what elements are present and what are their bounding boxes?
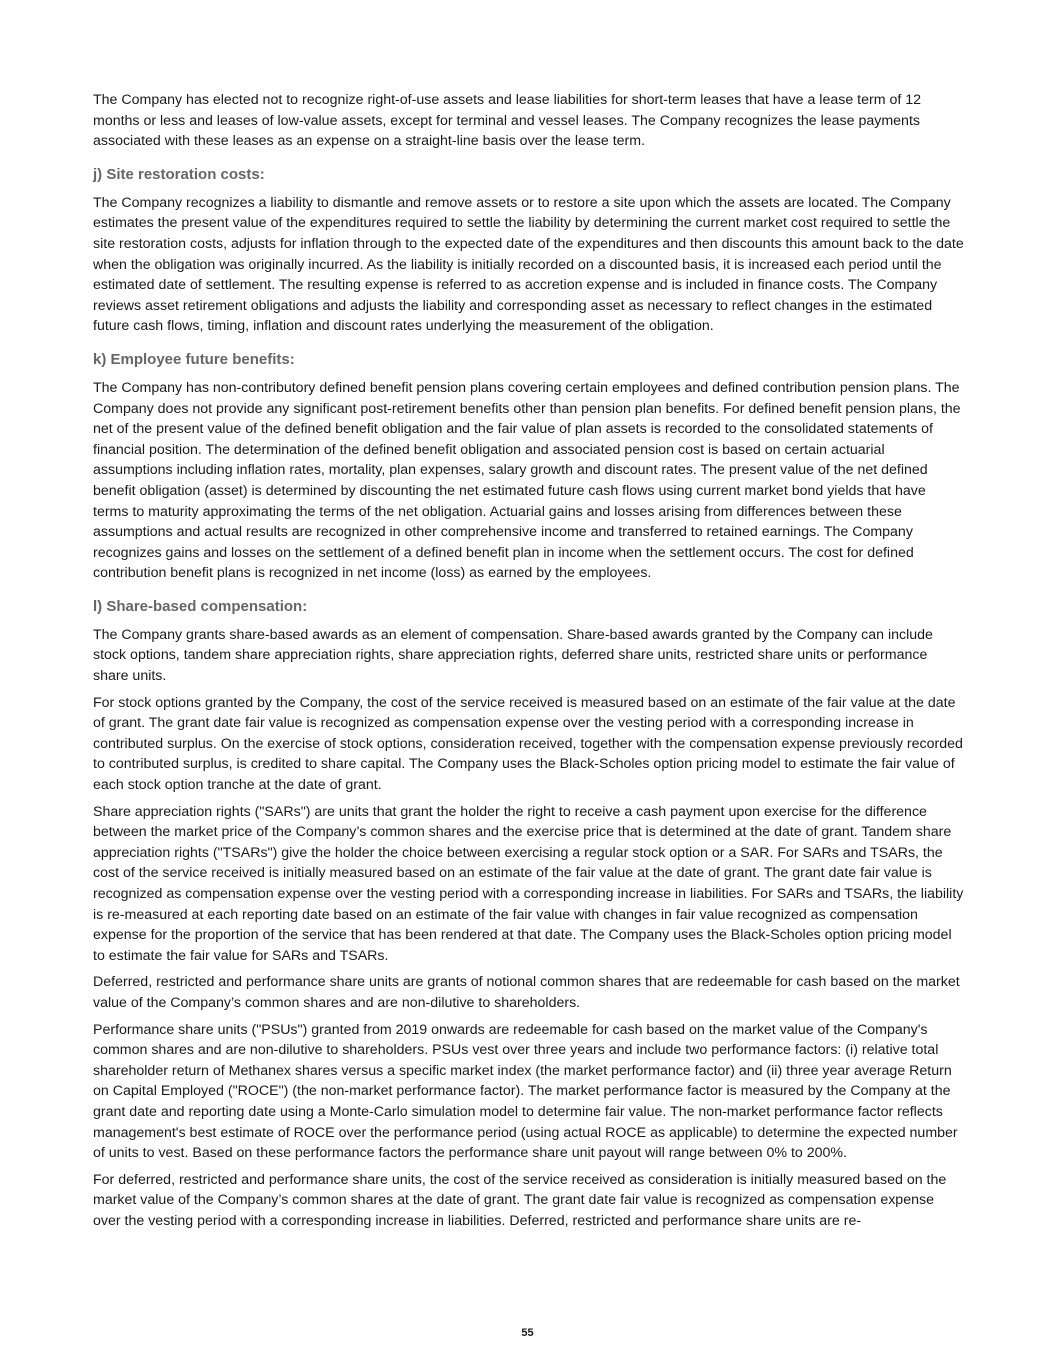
share-based-paragraph: The Company grants share-based awards as an element of compensation. Share-based awards granted by the Company can include stock options, tandem share appreciation rights, share appreciation rights, deferred share units, restricted share units or performance share units. (93, 626, 933, 685)
share-based-paragraph: For deferred, restricted and performance share units, the cost of the service received as consideration is initially measured based on the market value of the Company’s common shares at the date of grant. The grant date fair value is recognized as compensation expense over the vesting period with a corresponding increase in liabilities. Deferred, restricted and performance share units are re- (93, 1171, 947, 1229)
share-based-paragraph: For stock options granted by the Company, the cost of the service received is measured based on an estimate of the fair value at the date of grant. The grant date fair value is recognized as compensation expense over the vesting period with a corresponding increase in contributed surplus. On the exercise of stock options, consideration received, together with the compensation expense previously recorded to contributed surplus, is credited to share capital. The Company uses the Black-Scholes option pricing model to estimate the fair value of each stock option tranche at the date of grant. (93, 694, 963, 794)
share-based-paragraph: Share appreciation rights ("SARs") are units that grant the holder the right to receive a cash payment upon exercise for the difference between the market price of the Company’s common shares and the exercise price that is determined at the date of grant. Tandem share appreciation rights ("TSARs") give the holder the choice between exercising a regular stock option or a SAR. For SARs and TSARs, the cost of the service received is initially measured based on an estimate of the fair value at the date of grant. The grant date fair value is recognized as compensation expense over the vesting period with a corresponding increase in liabilities. For SARs and TSARs, the liability is re-measured at each reporting date based on an estimate of the fair value with changes in fair value recognized as compensation expense for the proportion of the service that has been rendered at that date. The Company uses the Black-Scholes option pricing model to estimate the fair value for SARs and TSARs. (93, 803, 964, 964)
employee-benefits-paragraph: The Company has non-contributory defined benefit pension plans covering certain employees and defined contribution pension plans. The Company does not provide any significant post-retirement benefits other than pension plan benefits. For defined benefit pension plans, the net of the present value of the defined benefit obligation and the fair value of plan assets is recorded to the consolidated statements of financial position. The determination of the defined benefit obligation and associated pension cost is based on certain actuarial assumptions including inflation rates, mortality, plan expenses, salary growth and discount rates. The present value of the net defined benefit obligation (asset) is determined by discounting the net estimated future cash flows using current market bond yields that have terms to maturity approximating the terms of the net obligation. Actuarial gains and losses arising from differences between these assumptions and actual results are recognized in other comprehensive income and transferred to retained earnings. The Company recognizes gains and losses on the settlement of a defined benefit plan in income when the settlement occurs. The cost for defined contribution benefit plans is recognized in net income (loss) as earned by the employees. (93, 379, 961, 582)
share-based-paragraph: Performance share units ("PSUs") granted from 2019 onwards are redeemable for cash based on the market value of the Company's common shares and are non-dilutive to shareholders. PSUs vest over three years and include two performance factors: (i) relative total shareholder return of Methanex shares versus a specific market index (the market performance factor) and (ii) three year average Return on Capital Employed ("ROCE") (the non-market performance factor). The market performance factor is measured by the Company at the grant date and reporting date using a Monte-Carlo simulation model to determine fair value. The non-market performance factor reflects management's best estimate of ROCE over the performance period (using actual ROCE as applicable) to determine the expected number of units to vest. Based on these performance factors the performance share unit payout will range between 0% to 200%. (93, 1021, 958, 1162)
site-restoration-paragraph: The Company recognizes a liability to dismantle and remove assets or to restore a site upon which the assets are located. The Company estimates the present value of the expenditures required to settle the liability by determining the current market cost required to settle the site restoration costs, adjusts for inflation through to the expected date of the expenditures and then discounts this amount back to the date when the obligation was originally incurred. As the liability is initially recorded on a discounted basis, it is increased each period until the estimated date of settlement. The resulting expense is referred to as accretion expense and is included in finance costs. The Company reviews asset retirement obligations and adjusts the liability and corresponding asset as necessary to reflect changes in the estimated future cash flows, timing, inflation and discount rates underlying the measurement of the obligation. (93, 194, 964, 335)
section-heading-employee-benefits: k) Employee future benefits: (93, 350, 295, 368)
share-based-paragraph: Deferred, restricted and performance share units are grants of notional common shares that are redeemable for cash based on the market value of the Company’s common shares and are non-dilutive to shareholders. (93, 974, 960, 1011)
section-heading-share-based-compensation: l) Share-based compensation: (93, 597, 308, 615)
lease-paragraph: The Company has elected not to recognize right-of-use assets and lease liabilities for short-term leases that have a lease term of 12 months or less and leases of low-value assets, except for terminal and vessel leases. The Company recognizes the lease payments associated with these leases as an expense on a straight-line basis over the lease term. (93, 92, 922, 150)
page-number: 55 (521, 1327, 534, 1339)
document-body (93, 90, 965, 1238)
section-heading-site-restoration: j) Site restoration costs: (93, 165, 265, 183)
